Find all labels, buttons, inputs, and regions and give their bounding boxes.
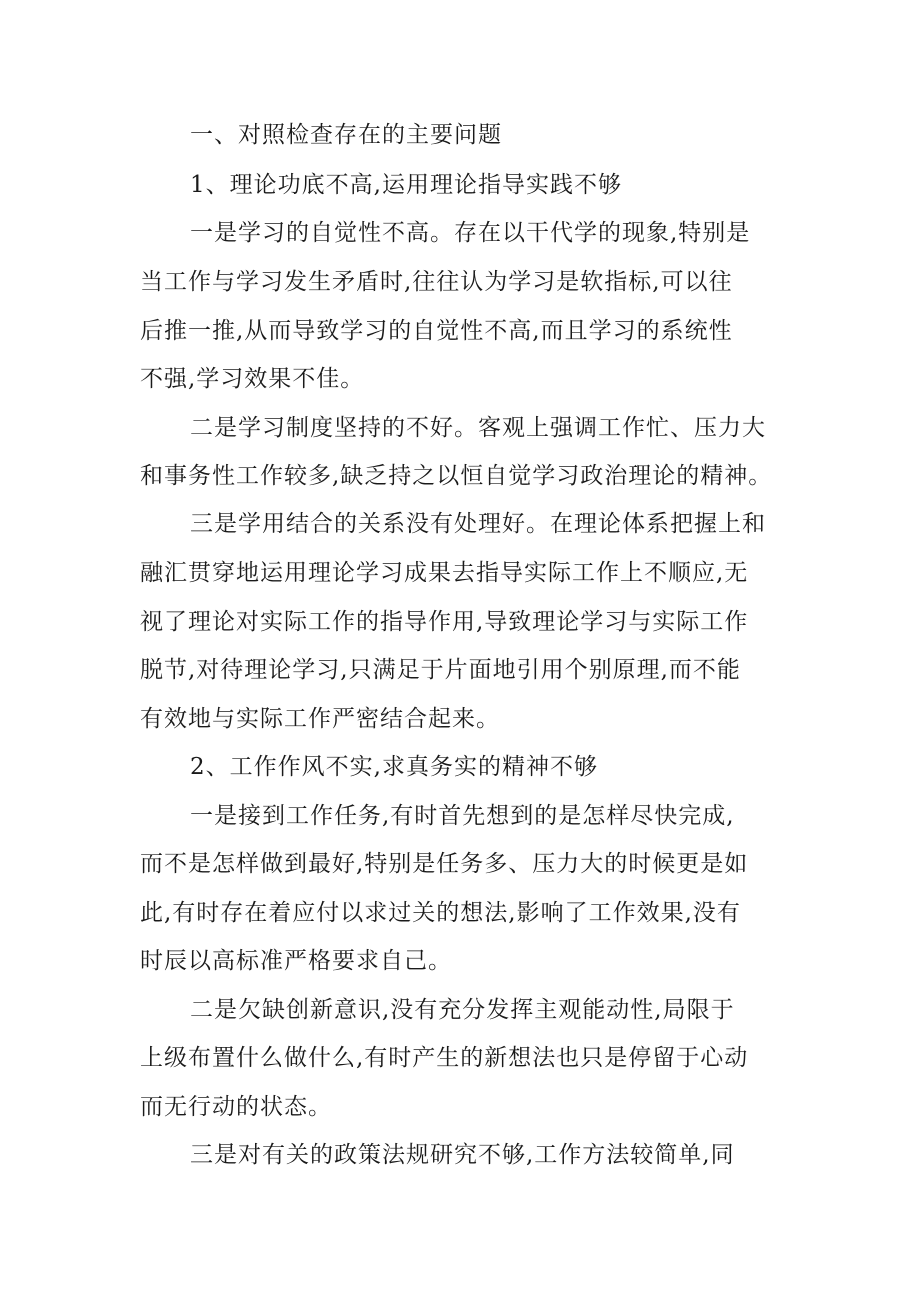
paragraph-line: 上级布置什么做什么,有时产生的新想法也只是停留于心动 xyxy=(140,1045,749,1071)
paragraph-line: 视了理论对实际工作的指导作用,导致理论学习与实际工作 xyxy=(140,609,749,635)
paragraph-line: 当工作与学习发生矛盾时,往往认为学习是软指标,可以往 xyxy=(140,269,733,295)
paragraph-line: 三是对有关的政策法规研究不够,工作方法较简单,同 xyxy=(190,1142,735,1168)
paragraph-line: 后推一推,从而导致学习的自觉性不高,而且学习的系统性 xyxy=(140,318,733,344)
paragraph-line: 而不是怎样做到最好,特别是任务多、压力大的时候更是如 xyxy=(140,851,749,877)
paragraph-line: 时辰以高标准严格要求自己。 xyxy=(140,948,452,974)
paragraph-line: 不强,学习效果不佳。 xyxy=(140,366,365,392)
paragraph-line: 三是学用结合的关系没有处理好。在理论体系把握上和 xyxy=(190,511,766,537)
paragraph-line: 二是欠缺创新意识,没有充分发挥主观能动性,局限于 xyxy=(190,997,735,1023)
paragraph-line: 一是接到工作任务,有时首先想到的是怎样尽快完成, xyxy=(190,803,735,829)
paragraph-line: 和事务性工作较多,缺乏持之以恒自觉学习政治理论的精神。 xyxy=(140,463,773,489)
paragraph-line: 此,有时存在着应付以求过关的想法,影响了工作效果,没有 xyxy=(140,900,741,926)
subsection-heading: 1、理论功底不高,运用理论指导实践不够 xyxy=(190,172,622,198)
paragraph-line: 融汇贯穿地运用理论学习成果去指导实际工作上不顺应,无 xyxy=(140,560,749,586)
paragraph-line: 而无行动的状态。 xyxy=(140,1094,332,1120)
paragraph-line: 脱节,对待理论学习,只满足于片面地引用个别原理,而不能 xyxy=(140,657,741,683)
paragraph-line: 二是学习制度坚持的不好。客观上强调工作忙、压力大 xyxy=(190,415,766,441)
subsection-heading: 2、工作作风不实,求真务实的精神不够 xyxy=(190,754,598,780)
section-heading: 一、对照检查存在的主要问题 xyxy=(190,122,502,148)
paragraph-line: 有效地与实际工作严密结合起来。 xyxy=(140,706,500,732)
paragraph-line: 一是学习的自觉性不高。存在以干代学的现象,特别是 xyxy=(190,220,751,246)
